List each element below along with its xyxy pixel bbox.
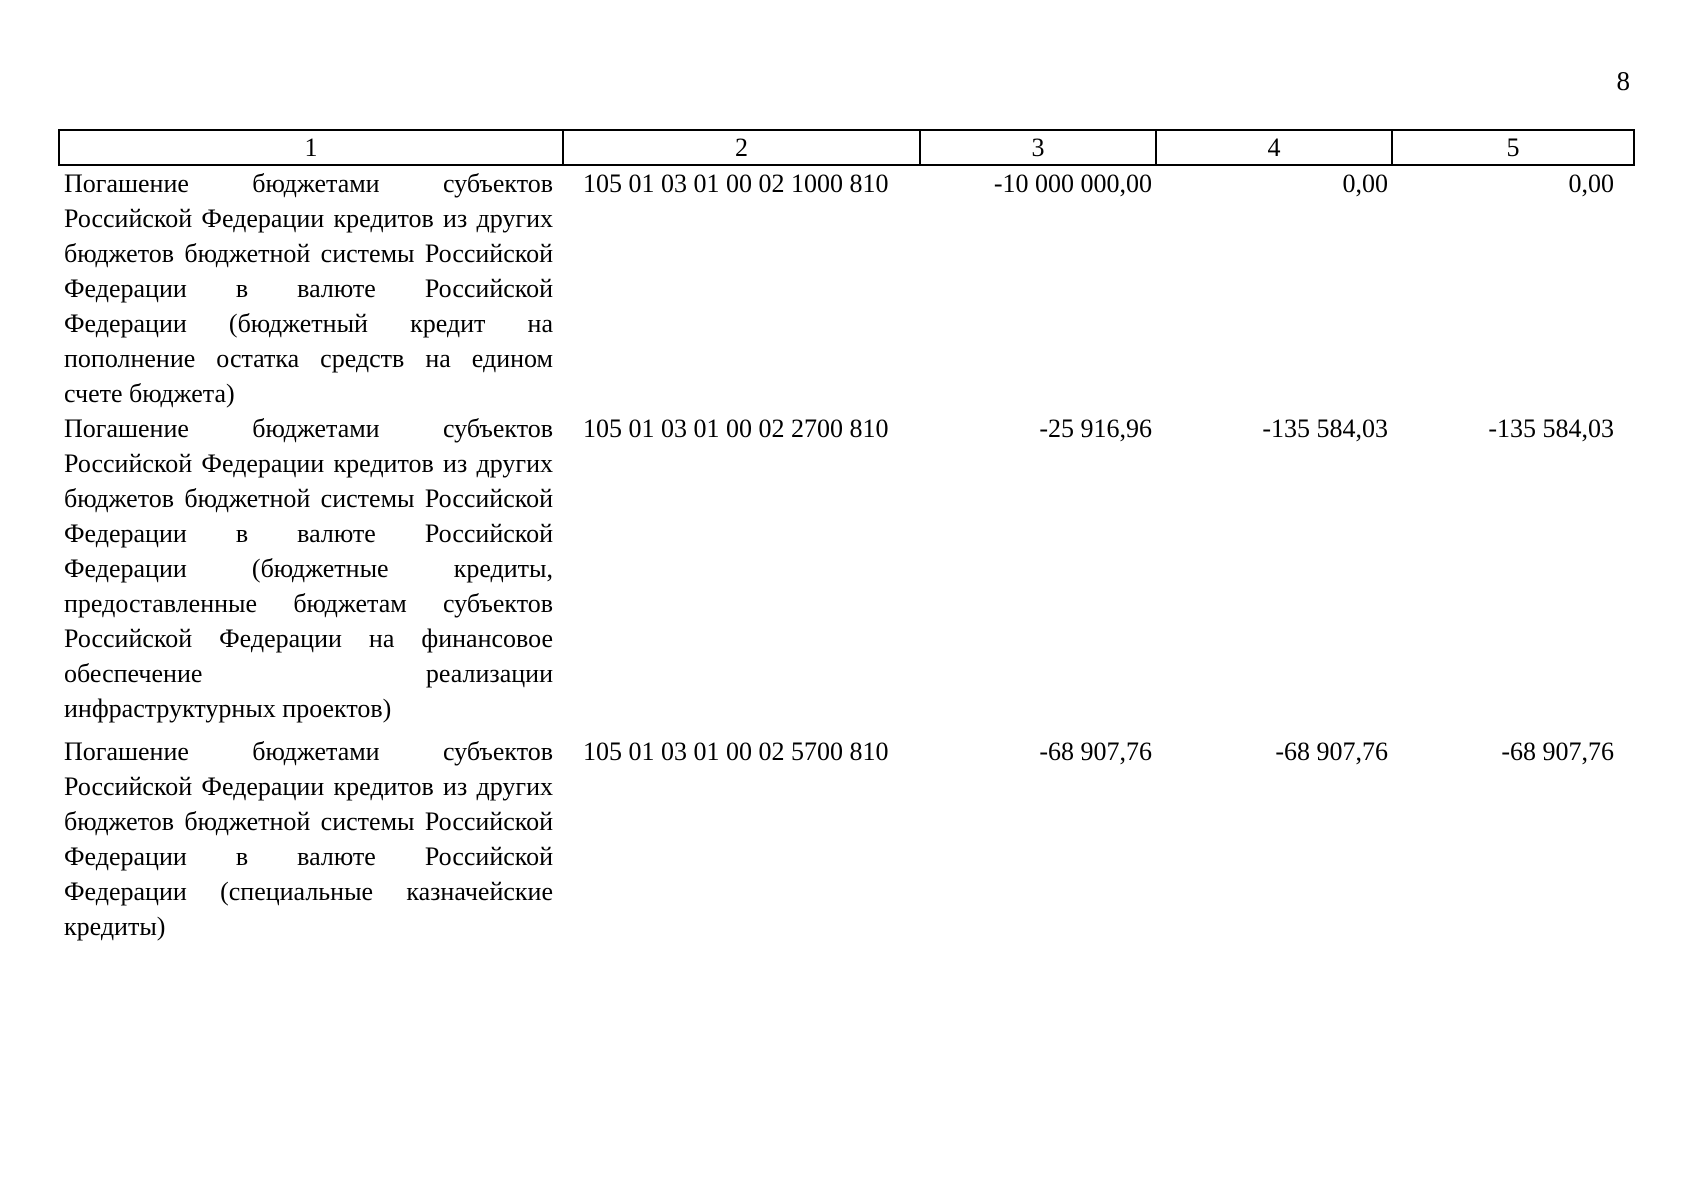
column-header-5: 5 xyxy=(1392,130,1634,165)
budget-table xyxy=(58,129,1635,944)
row-code: 105 01 03 01 00 02 2700 810 xyxy=(583,414,889,443)
row-value-col3: -25 916,96 xyxy=(1039,414,1152,443)
row-value-col5: -68 907,76 xyxy=(1501,737,1614,766)
row-code: 105 01 03 01 00 02 1000 810 xyxy=(583,169,889,198)
column-header-3: 3 xyxy=(920,130,1156,165)
row-value-col4: -68 907,76 xyxy=(1275,737,1388,766)
row-value-col3: -68 907,76 xyxy=(1039,737,1152,766)
page-number: 8 xyxy=(1616,66,1630,96)
column-header-2: 2 xyxy=(563,130,920,165)
column-header-4: 4 xyxy=(1156,130,1392,165)
row-value-col4: 0,00 xyxy=(1342,169,1388,198)
header-row xyxy=(59,130,1634,165)
table-row xyxy=(59,734,1634,944)
row-description: Погашение бюджетами субъектов Российской Федерации кредитов из других бюджетов бюджетной системы Российской Федерации в валюте Российской Федерации (бюджетный кредит на пополнение остатка средств на едином счете бюджета) xyxy=(64,169,553,408)
table-header xyxy=(59,130,1634,165)
column-header-1: 1 xyxy=(59,130,563,165)
row-description: Погашение бюджетами субъектов Российской Федерации кредитов из других бюджетов бюджетной системы Российской Федерации в валюте Российской Федерации (специальные казначейские кредиты) xyxy=(64,737,553,941)
row-description: Погашение бюджетами субъектов Российской Федерации кредитов из других бюджетов бюджетной системы Российской Федерации в валюте Российской Федерации (бюджетные кредиты, предоставленные бюджетам субъектов Российской Федерации на финансовое обеспечение реализации инфраструктурных проектов) xyxy=(64,414,553,723)
row-value-col3: -10 000 000,00 xyxy=(993,169,1152,198)
row-code: 105 01 03 01 00 02 5700 810 xyxy=(583,737,889,766)
table-row xyxy=(59,411,1634,734)
table-row xyxy=(59,165,1634,411)
row-value-col5: 0,00 xyxy=(1568,169,1614,198)
row-value-col5: -135 584,03 xyxy=(1488,414,1614,443)
row-value-col4: -135 584,03 xyxy=(1262,414,1388,443)
table-body xyxy=(59,165,1634,944)
